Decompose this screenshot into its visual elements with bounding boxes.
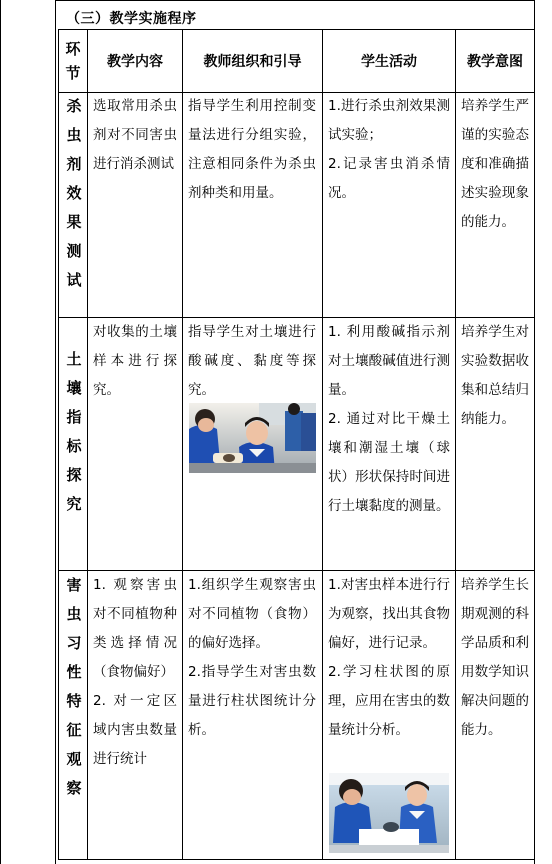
students-soil-photo — [189, 403, 316, 473]
row3-teacher: 1.组织学生观察害虫对不同植物（食物）的偏好选择。 2.指导学生对害虫数量进行柱状图统计分析。 — [188, 577, 316, 738]
header-teacher: 教师组织和引导 — [203, 54, 302, 70]
row3-content: 1. 观察害虫对不同植物种类选择情况（食物偏好） 2. 对一定区域内害虫数量进行统计 — [93, 577, 177, 767]
students-soil-photo-image — [189, 403, 316, 473]
col-line-1 — [87, 29, 88, 860]
students-observing-photo-image — [329, 773, 449, 853]
row1-teacher: 指导学生利用控制变量法进行分组实验，注意相同条件为杀虫剂种类和用量。 — [188, 98, 316, 201]
left-border-outer — [0, 0, 1, 864]
row3-student: 1.对害虫样本进行行为观察，找出其食物偏好，进行记录。 2.学习柱状图的原理，应用在害虫的数量统计分析。 — [328, 577, 450, 738]
students-observing-photo — [329, 773, 449, 853]
left-border-inner — [55, 0, 56, 864]
right-border — [534, 0, 535, 864]
col-line-2 — [182, 29, 183, 860]
row3-stage: 害虫习性特征观察 — [66, 576, 82, 797]
col-line-0 — [58, 29, 59, 860]
row2-teacher: 指导学生对土壤进行酸碱度、黏度等探究。 — [188, 324, 316, 398]
header-stage — [60, 30, 86, 92]
top-border — [55, 0, 535, 1]
row1-stage: 杀虫剂效果测试 — [66, 97, 82, 289]
col-line-3 — [322, 29, 323, 860]
row2-stage: 土壤指标探究 — [66, 350, 82, 513]
table-bottom-border — [58, 859, 534, 860]
row2-content: 对收集的土壤样本进行探究。 — [93, 324, 177, 398]
row1-intent: 培养学生严谨的实验态度和准确描述实验现象的能力。 — [461, 98, 529, 230]
row3-intent: 培养学生长期观测的科学品质和利用数学知识解决问题的能力。 — [461, 577, 529, 738]
header-stage-text: 环节 — [65, 40, 81, 82]
header-content: 教学内容 — [107, 54, 163, 70]
section-heading: （三）教学实施程序 — [66, 11, 197, 27]
col-line-4 — [455, 29, 456, 860]
row1-content: 选取常用杀虫剂对不同害虫进行消杀测试 — [93, 98, 177, 172]
row2-intent: 培养学生对实验数据收集和总结归纳能力。 — [461, 324, 529, 427]
header-student: 学生活动 — [361, 54, 417, 70]
header-intent: 教学意图 — [467, 54, 523, 70]
row1-student: 1.进行杀虫剂效果测试实验； 2.记录害虫消杀情况。 — [328, 98, 450, 201]
row2-student: 1. 利用酸碱指示剂对土壤酸碱值进行测量。 2. 通过对比干燥土壤和潮湿土壤（球状）形状保持时间进行土壤黏度的测量。 — [328, 324, 450, 514]
